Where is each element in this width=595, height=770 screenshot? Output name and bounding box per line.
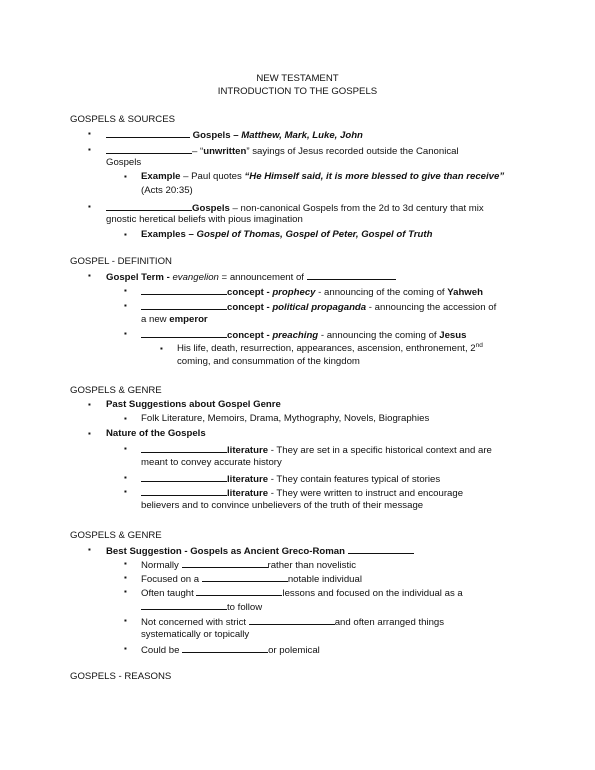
blank-line — [141, 443, 227, 453]
list-item-cont: to follow — [141, 600, 262, 615]
blank-line — [106, 201, 192, 211]
list-item-cont: believers and to convince unbelievers of the truth of their message — [141, 500, 424, 511]
bullet-icon: ▪ — [124, 616, 127, 625]
list-item: literature - They were written to instruct and encourage — [141, 486, 463, 501]
bullet-icon: ▪ — [88, 400, 91, 409]
list-item: Not concerned with strict and often arranged things — [141, 617, 445, 628]
bullet-icon: ▪ — [124, 573, 127, 582]
section-heading-definition: GOSPEL - DEFINITION — [70, 256, 172, 267]
blank-line — [106, 128, 190, 138]
list-item-cont: a new emperor — [141, 314, 208, 325]
list-item: Gospels – non-canonical Gospels from the 2d to 3d century that mix — [106, 201, 484, 216]
blank-line — [141, 328, 227, 338]
list-item: literature - They contain features typical of stories — [141, 472, 440, 487]
bullet-icon: ▪ — [124, 559, 127, 568]
blank-line — [196, 586, 282, 596]
section-heading-genre-2: GOSPELS & GENRE — [70, 530, 162, 541]
blank-line — [106, 144, 192, 154]
blank-line — [202, 572, 288, 582]
bullet-icon: ▪ — [88, 429, 91, 438]
list-item: Best Suggestion - Gospels as Ancient Greco-Roman — [106, 544, 414, 559]
blank-line — [141, 600, 227, 610]
bullet-icon: ▪ — [124, 414, 127, 423]
list-item: Gospels – Matthew, Mark, Luke, John — [106, 128, 363, 143]
bullet-icon: ▪ — [124, 473, 127, 482]
list-item: concept - prophecy - announcing of the coming of Yahweh — [141, 285, 483, 300]
bullet-icon: ▪ — [124, 286, 127, 295]
list-item-cont: gnostic heretical beliefs with pious imagination — [106, 214, 303, 225]
list-item: Examples – Gospel of Thomas, Gospel of Peter, Gospel of Truth — [141, 229, 433, 240]
bullet-icon: ▪ — [88, 271, 91, 280]
bullet-icon: ▪ — [124, 587, 127, 596]
section-heading-reasons: GOSPELS - REASONS — [70, 671, 172, 682]
blank-line — [249, 615, 335, 625]
blank-line — [141, 285, 227, 295]
list-item: Nature of the Gospels — [106, 428, 206, 439]
list-item-cont: Gospels — [106, 157, 142, 168]
list-item: Example – Paul quotes “He Himself said, it is more blessed to give than receive” — [141, 171, 505, 182]
bullet-icon: ▪ — [88, 545, 91, 554]
list-item-cont: meant to convey accurate history — [141, 457, 282, 468]
list-item-cont: coming, and consummation of the kingdom — [177, 356, 360, 367]
doc-title: NEW TESTAMENT — [256, 73, 339, 84]
list-item: Gospel Term - evangelion = announcement of — [106, 270, 396, 285]
bullet-icon: ▪ — [124, 487, 127, 496]
list-item: concept - political propaganda - announcing the accession of — [141, 300, 496, 315]
bullet-icon: ▪ — [124, 444, 127, 453]
list-item: Normally rather than novelistic — [141, 560, 357, 571]
blank-line — [141, 472, 227, 482]
blank-line — [348, 544, 414, 554]
list-item: Often taught lessons and focused on the individual as a — [141, 588, 463, 599]
list-item: His life, death, resurrection, appearances, ascension, enthronement, 2nd — [177, 341, 483, 354]
doc-subtitle: INTRODUCTION TO THE GOSPELS — [217, 86, 378, 97]
bullet-icon: ▪ — [124, 301, 127, 310]
section-heading-genre: GOSPELS & GENRE — [70, 385, 162, 396]
section-heading-sources: GOSPELS & SOURCES — [70, 114, 176, 125]
bullet-icon: ▪ — [160, 344, 163, 353]
list-item: Focused on a notable individual — [141, 574, 362, 585]
list-item-cont: (Acts 20:35) — [141, 185, 193, 196]
list-item: Past Suggestions about Gospel Genre — [106, 399, 281, 410]
list-item: concept - preaching - announcing the coming of Jesus — [141, 328, 466, 343]
bullet-icon: ▪ — [124, 329, 127, 338]
bullet-icon: ▪ — [124, 172, 127, 181]
list-item: literature - They are set in a specific historical context and are — [141, 443, 492, 458]
blank-line — [182, 558, 268, 568]
list-item-cont: systematically or topically — [141, 629, 250, 640]
bullet-icon: ▪ — [124, 230, 127, 239]
blank-line — [141, 300, 227, 310]
blank-line — [307, 270, 396, 280]
blank-line — [141, 486, 227, 496]
list-item: Folk Literature, Memoirs, Drama, Mythography, Novels, Biographies — [141, 413, 430, 424]
blank-line — [182, 643, 268, 653]
bullet-icon: ▪ — [88, 129, 91, 138]
bullet-icon: ▪ — [88, 145, 91, 154]
list-item: – “unwritten” sayings of Jesus recorded outside the Canonical — [106, 144, 459, 159]
list-item: Could be or polemical — [141, 645, 320, 656]
bullet-icon: ▪ — [124, 644, 127, 653]
bullet-icon: ▪ — [88, 202, 91, 211]
